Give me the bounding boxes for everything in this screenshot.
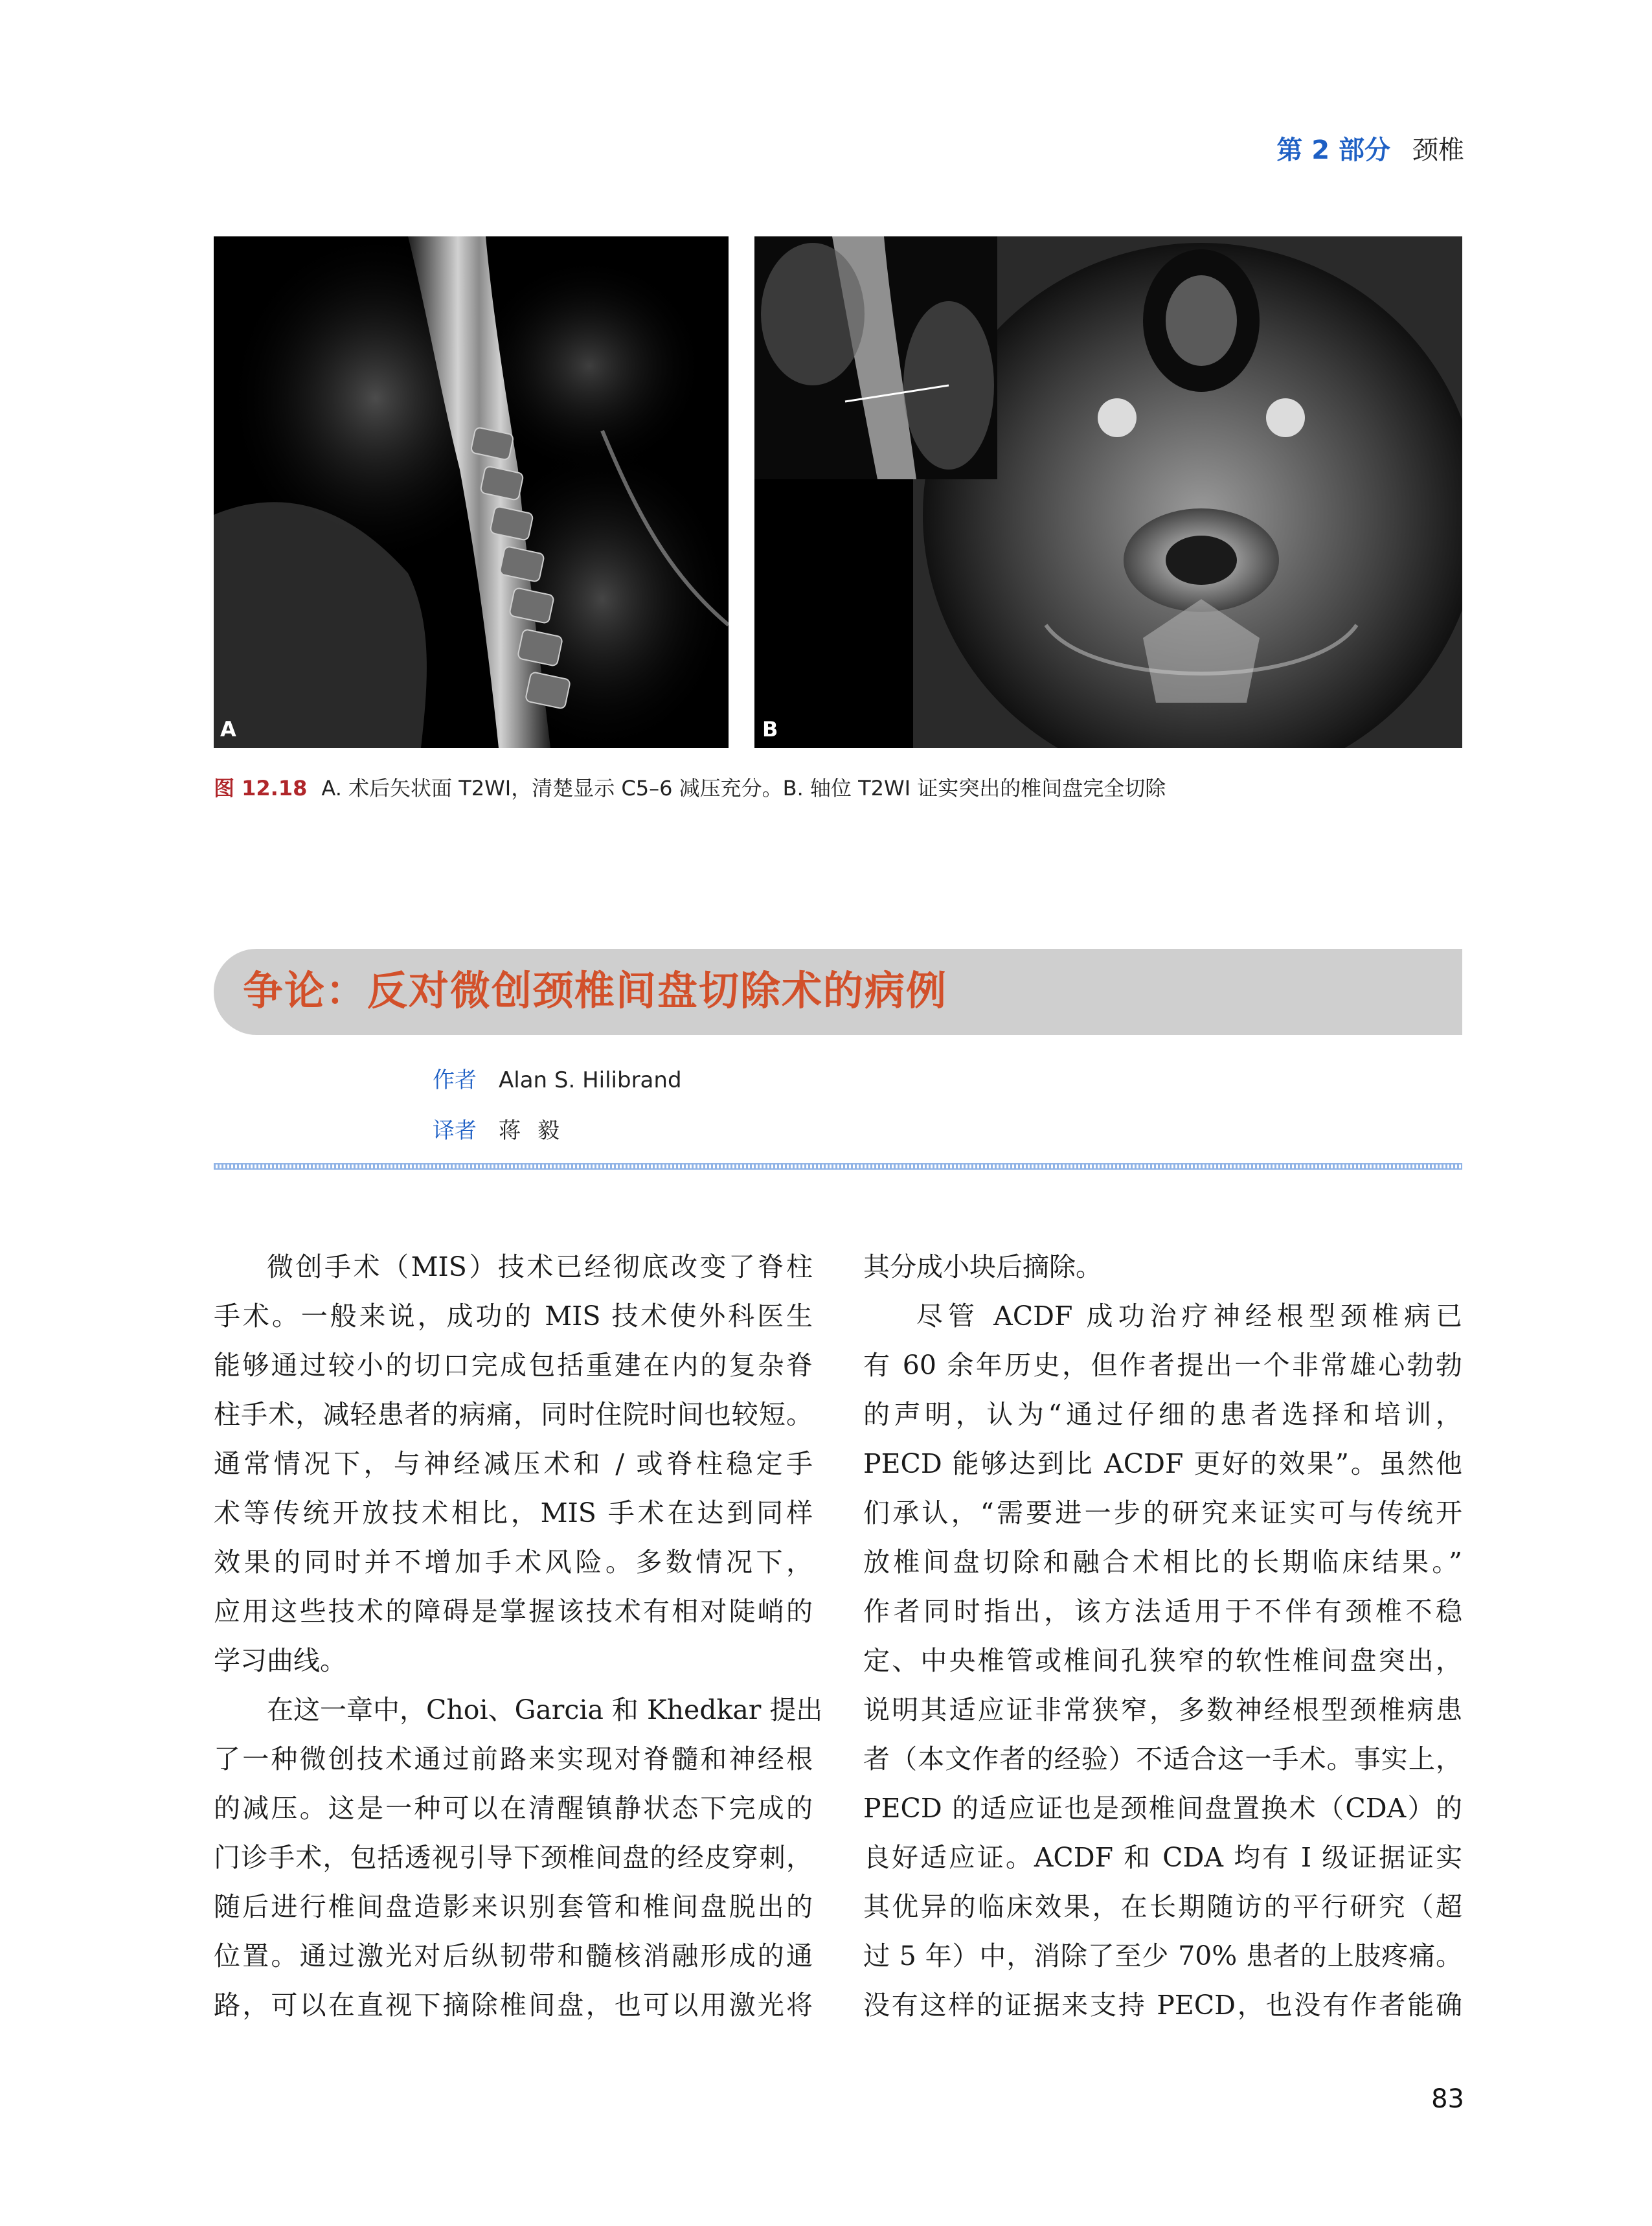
body-line: 柱手术，减轻患者的病痛，同时住院时间也较短。 [214, 1399, 813, 1430]
sagittal-mri-image [214, 236, 729, 748]
axial-mri-image [754, 236, 1462, 748]
body-line: 尽管 ACDF 成功治疗神经根型颈椎病已 [916, 1300, 1462, 1332]
body-line: 位置。通过激光对后纵韧带和髓核消融形成的通 [214, 1940, 813, 1971]
body-line: 有 60 余年历史，但作者提出一个非常雄心勃勃 [863, 1350, 1462, 1381]
body-line: 随后进行椎间盘造影来识别套管和椎间盘脱出的 [214, 1891, 813, 1922]
running-header [1276, 130, 1464, 166]
body-line: 效果的同时并不增加手术风险。多数情况下， [214, 1547, 813, 1578]
body-line: 能够通过较小的切口完成包括重建在内的复杂脊 [214, 1350, 813, 1381]
panel-a-label: A [220, 717, 236, 742]
body-line: 其优异的临床效果，在长期随访的平行研究（超 [863, 1891, 1462, 1922]
body-line: PECD 能够达到比 ACDF 更好的效果”。虽然他 [863, 1448, 1462, 1479]
body-line: 的声明，认为“通过仔细的患者选择和培训， [863, 1399, 1462, 1430]
author-name: Alan S. Hilibrand [499, 1067, 682, 1093]
translator-key: 译者 [433, 1118, 477, 1144]
author-key: 作者 [433, 1067, 477, 1093]
byline-translator [433, 1113, 576, 1144]
translator-name: 蒋毅 [499, 1118, 576, 1144]
body-line: 作者同时指出，该方法适用于不伴有颈椎不稳 [863, 1596, 1462, 1627]
body-line: 学习曲线。 [214, 1645, 346, 1676]
body-line: 术等传统开放技术相比，MIS 手术在达到同样 [214, 1497, 813, 1528]
section-divider [214, 1163, 1462, 1170]
body-line: 微创手术（MIS）技术已经彻底改变了脊柱 [267, 1251, 813, 1282]
body-line: 其分成小块后摘除。 [863, 1251, 1102, 1282]
panel-b-label: B [762, 717, 778, 742]
body-line: 路，可以在直视下摘除椎间盘，也可以用激光将 [214, 1990, 813, 2021]
body-line: 定、中央椎管或椎间孔狭窄的软性椎间盘突出， [863, 1645, 1462, 1676]
body-line: 在这一章中，Choi、Garcia 和 Khedkar 提出 [267, 1694, 823, 1725]
body-line: 者（本文作者的经验）不适合这一手术。事实上， [863, 1743, 1462, 1775]
body-line: 门诊手术，包括透视引导下颈椎间盘的经皮穿刺， [214, 1842, 813, 1873]
section-title: 争论：反对微创颈椎间盘切除术的病例 [243, 967, 948, 1014]
body-line: 的减压。这是一种可以在清醒镇静状态下完成的 [214, 1793, 813, 1824]
body-line: 手术。一般来说，成功的 MIS 技术使外科医生 [214, 1300, 813, 1332]
figure-caption [214, 772, 1166, 802]
body-line: 放椎间盘切除和融合术相比的长期临床结果。” [863, 1547, 1462, 1578]
figure-caption-text: A. 术后矢状面 T2WI，清楚显示 C5–6 减压充分。B. 轴位 T2WI 证实突出的椎间盘完全切除 [321, 776, 1166, 801]
body-line: 没有这样的证据来支持 PECD，也没有作者能确 [863, 1990, 1462, 2021]
body-line: 们承认，“需要进一步的研究来证实可与传统开 [863, 1497, 1462, 1528]
figure-panel-b-axial-mri [754, 236, 1462, 748]
figure-caption-number: 图 12.18 [214, 776, 308, 801]
page-number: 83 [1431, 2084, 1464, 2114]
body-line: PECD 的适应证也是颈椎间盘置换术（CDA）的 [863, 1793, 1462, 1824]
body-column-right [863, 1242, 1462, 2030]
header-part: 第 2 部分 [1276, 135, 1390, 165]
body-line: 说明其适应证非常狭窄，多数神经根型颈椎病患 [863, 1694, 1462, 1725]
body-line: 通常情况下，与神经减压术和 / 或脊柱稳定手 [214, 1448, 813, 1479]
body-line: 了一种微创技术通过前路来实现对脊髓和神经根 [214, 1743, 813, 1775]
body-line: 应用这些技术的障碍是掌握该技术有相对陡峭的 [214, 1596, 813, 1627]
figure-panel-a-sagittal-mri [214, 236, 729, 748]
body-line: 过 5 年）中，消除了至少 70% 患者的上肢疼痛。 [863, 1940, 1462, 1971]
byline-author [433, 1062, 682, 1094]
header-chapter: 颈椎 [1412, 135, 1464, 165]
body-column-left [214, 1242, 823, 2030]
body-line: 良好适应证。ACDF 和 CDA 均有 I 级证据证实 [863, 1842, 1462, 1873]
